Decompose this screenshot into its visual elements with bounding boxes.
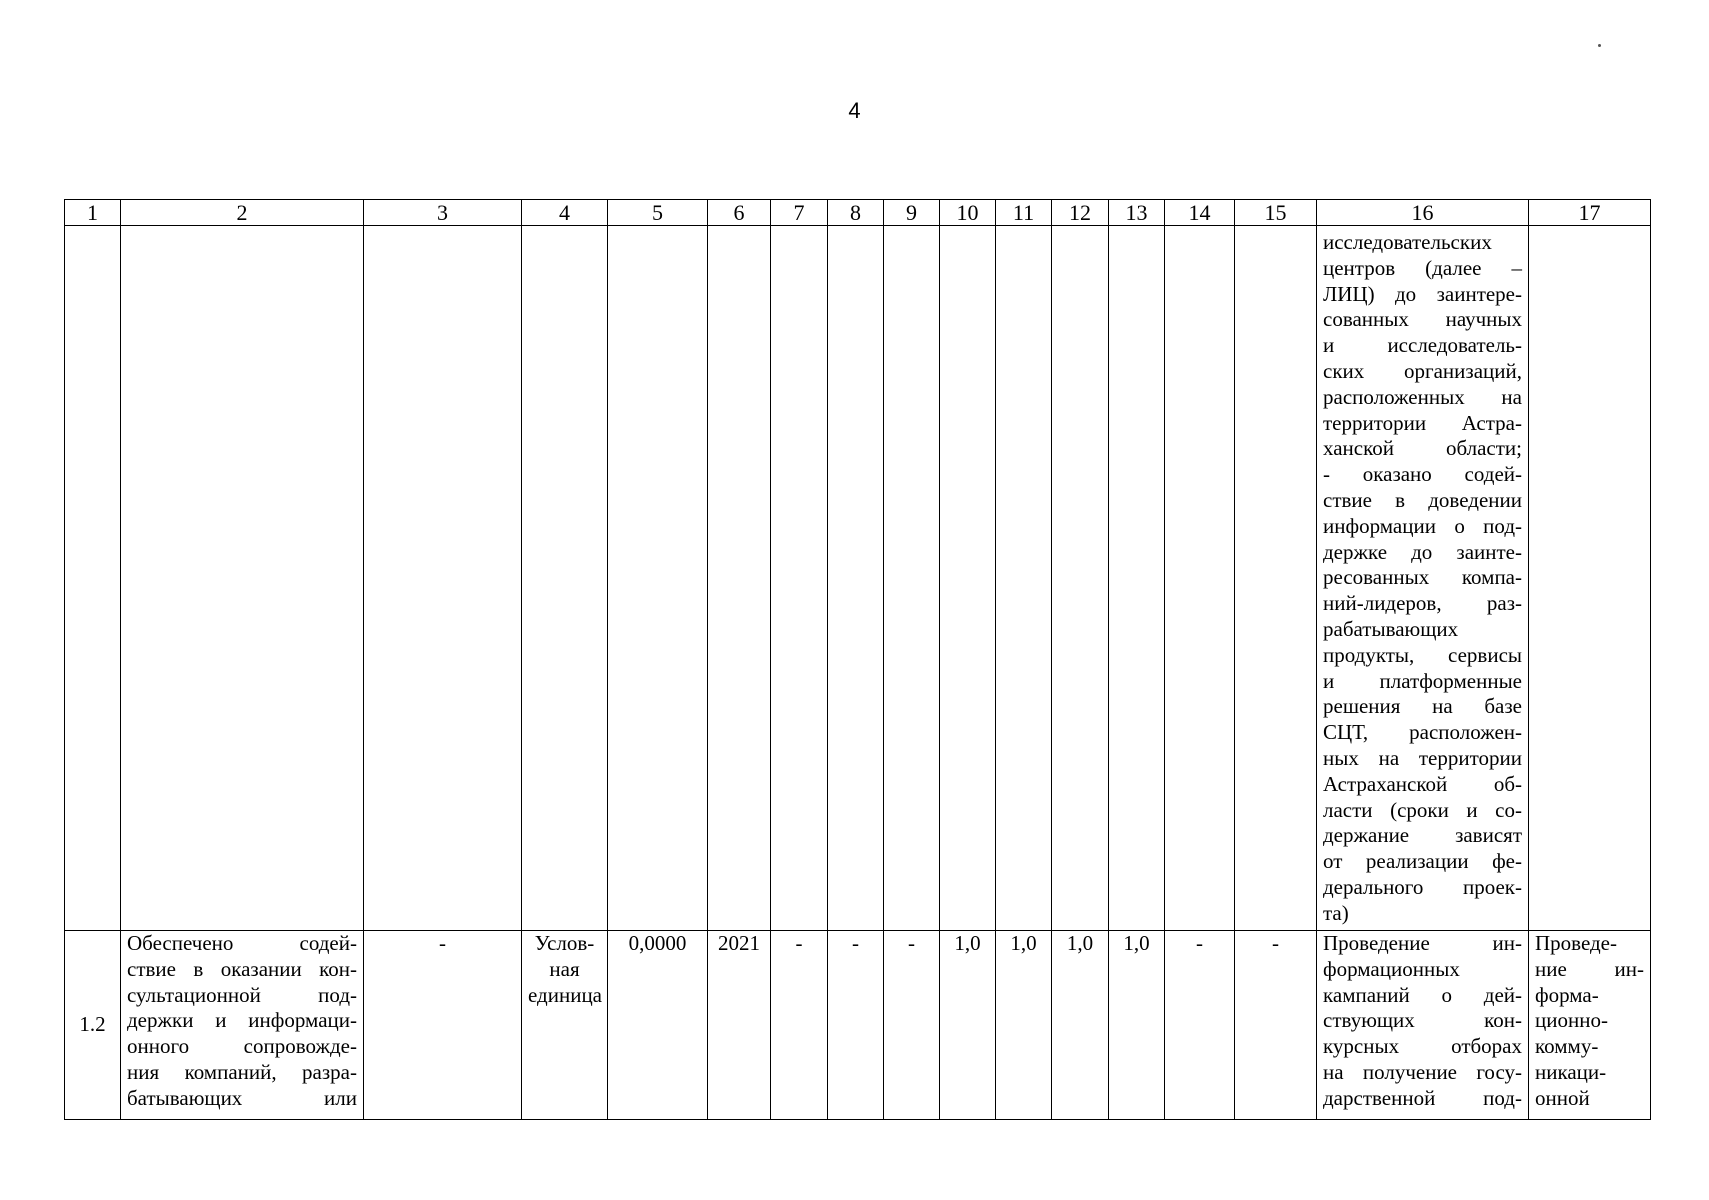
text-line: и платформенные bbox=[1323, 668, 1522, 693]
base-year-cell: 2021 bbox=[708, 931, 771, 1120]
text-lines bbox=[127, 931, 357, 1112]
empty-cell bbox=[828, 226, 884, 931]
header-cell: 12 bbox=[1052, 200, 1109, 226]
header-cell: 16 bbox=[1317, 200, 1529, 226]
empty-cell bbox=[608, 226, 708, 931]
text-line: рабатывающих bbox=[1323, 616, 1459, 641]
text-line: - оказано содей- bbox=[1323, 462, 1522, 487]
text-line: комму- bbox=[1535, 1034, 1599, 1059]
result-description-cell bbox=[1317, 226, 1529, 931]
text-line: дерального проек- bbox=[1323, 874, 1522, 899]
cell-col14: - bbox=[1165, 931, 1235, 1120]
text-line: информации о под- bbox=[1323, 513, 1522, 538]
empty-cell bbox=[364, 226, 522, 931]
text-line: СЦТ, расположен- bbox=[1323, 720, 1522, 745]
text-lines bbox=[1323, 230, 1522, 927]
result-description-cell bbox=[1317, 931, 1529, 1120]
text-line: Астраханской об- bbox=[1323, 771, 1522, 796]
cell-col8: - bbox=[828, 931, 884, 1120]
scan-speck bbox=[1598, 44, 1601, 47]
text-line: центров (далее – bbox=[1323, 255, 1522, 280]
cell-col10: 1,0 bbox=[940, 931, 996, 1120]
text-line: ских организаций, bbox=[1323, 358, 1522, 383]
empty-cell bbox=[121, 226, 364, 931]
text-line: ных на территории bbox=[1323, 745, 1522, 770]
cell-col3: - bbox=[364, 931, 522, 1120]
cell-col15: - bbox=[1235, 931, 1317, 1120]
header-cell: 4 bbox=[522, 200, 608, 226]
header-cell: 5 bbox=[608, 200, 708, 226]
cell-col9: - bbox=[884, 931, 940, 1120]
header-cell: 9 bbox=[884, 200, 940, 226]
page-number: 4 bbox=[848, 98, 861, 123]
text-line: ствие в доведении bbox=[1323, 487, 1522, 512]
header-cell: 8 bbox=[828, 200, 884, 226]
text-lines bbox=[1323, 931, 1522, 1112]
task-description-cell bbox=[121, 931, 364, 1120]
text-line: Услов- bbox=[534, 931, 595, 955]
text-line: держки и информаци- bbox=[127, 1008, 357, 1033]
empty-cell bbox=[771, 226, 828, 931]
header-cell: 6 bbox=[708, 200, 771, 226]
text-line: ний-лидеров, раз- bbox=[1323, 591, 1522, 616]
text-line: исследовательских bbox=[1323, 230, 1492, 254]
text-line: сованных научных bbox=[1323, 307, 1522, 332]
continuation-row bbox=[65, 226, 1651, 931]
document-table bbox=[64, 199, 1651, 1120]
text-line: онной bbox=[1535, 1085, 1590, 1110]
text-line: держке до заинте- bbox=[1323, 539, 1522, 564]
text-line: ханской области; bbox=[1323, 436, 1522, 461]
column-number-row bbox=[65, 200, 1651, 226]
text-line: сультационной под- bbox=[127, 982, 357, 1007]
header-cell: 14 bbox=[1165, 200, 1235, 226]
text-line: ласти (сроки и со- bbox=[1323, 797, 1522, 822]
text-line: курсных отборах bbox=[1323, 1034, 1522, 1059]
text-line: форма- bbox=[1535, 982, 1599, 1007]
empty-cell bbox=[1165, 226, 1235, 931]
header-cell: 3 bbox=[364, 200, 522, 226]
text-lines bbox=[528, 931, 601, 1008]
cell-col13: 1,0 bbox=[1109, 931, 1165, 1120]
header-cell: 7 bbox=[771, 200, 828, 226]
header-cell: 2 bbox=[121, 200, 364, 226]
text-line: ная bbox=[549, 956, 580, 981]
header-cell: 10 bbox=[940, 200, 996, 226]
header-cell: 15 bbox=[1235, 200, 1317, 226]
text-line: от реализации фе- bbox=[1323, 849, 1522, 874]
text-line: решения на базе bbox=[1323, 694, 1522, 719]
cell-col12: 1,0 bbox=[1052, 931, 1109, 1120]
text-line: на получение госу- bbox=[1323, 1059, 1522, 1084]
text-line: ствующих кон- bbox=[1323, 1008, 1522, 1033]
base-value-cell: 0,0000 bbox=[608, 931, 708, 1120]
empty-cell bbox=[1109, 226, 1165, 931]
header-cell: 13 bbox=[1109, 200, 1165, 226]
empty-cell bbox=[708, 226, 771, 931]
empty-cell bbox=[996, 226, 1052, 931]
text-line: формационных bbox=[1323, 956, 1460, 981]
text-line: расположенных на bbox=[1323, 384, 1522, 409]
header-cell: 1 bbox=[65, 200, 121, 226]
text-line: Проведе- bbox=[1535, 931, 1618, 955]
text-line: ресованных компа- bbox=[1323, 565, 1522, 590]
text-line: онного сопровожде- bbox=[127, 1034, 357, 1059]
empty-cell bbox=[1235, 226, 1317, 931]
header-cell: 11 bbox=[996, 200, 1052, 226]
empty-cell bbox=[940, 226, 996, 931]
empty-cell bbox=[522, 226, 608, 931]
empty-cell bbox=[65, 226, 121, 931]
text-line: Проведение ин- bbox=[1323, 931, 1522, 955]
text-line: ние ин- bbox=[1535, 956, 1644, 981]
text-line: кампаний о дей- bbox=[1323, 982, 1522, 1007]
text-line: держание зависят bbox=[1323, 823, 1522, 848]
text-line: Обеспечено содей- bbox=[127, 931, 357, 955]
cell-col11: 1,0 bbox=[996, 931, 1052, 1120]
text-line: ционно- bbox=[1535, 1008, 1608, 1033]
text-line: никаци- bbox=[1535, 1059, 1607, 1084]
table-row-1-2 bbox=[65, 931, 1651, 1120]
header-cell: 17 bbox=[1529, 200, 1651, 226]
text-line: территории Астра- bbox=[1323, 410, 1522, 435]
unit-cell bbox=[522, 931, 608, 1120]
text-line: и исследователь- bbox=[1323, 333, 1522, 358]
text-lines bbox=[1535, 931, 1644, 1112]
text-line: ствие в оказании кон- bbox=[127, 956, 357, 981]
text-line: дарственной под- bbox=[1323, 1085, 1522, 1110]
text-line: единица bbox=[528, 982, 603, 1007]
row-number-cell: 1.2 bbox=[65, 931, 121, 1120]
empty-cell bbox=[1529, 226, 1651, 931]
empty-cell bbox=[884, 226, 940, 931]
activity-description-cell bbox=[1529, 931, 1651, 1120]
text-line: батывающих или bbox=[127, 1085, 357, 1110]
text-line: та) bbox=[1323, 900, 1349, 925]
cell-col7: - bbox=[771, 931, 828, 1120]
empty-cell bbox=[1052, 226, 1109, 931]
text-line: ния компаний, разра- bbox=[127, 1059, 357, 1084]
text-line: ЛИЦ) до заинтере- bbox=[1323, 281, 1522, 306]
text-line: продукты, сервисы bbox=[1323, 642, 1522, 667]
